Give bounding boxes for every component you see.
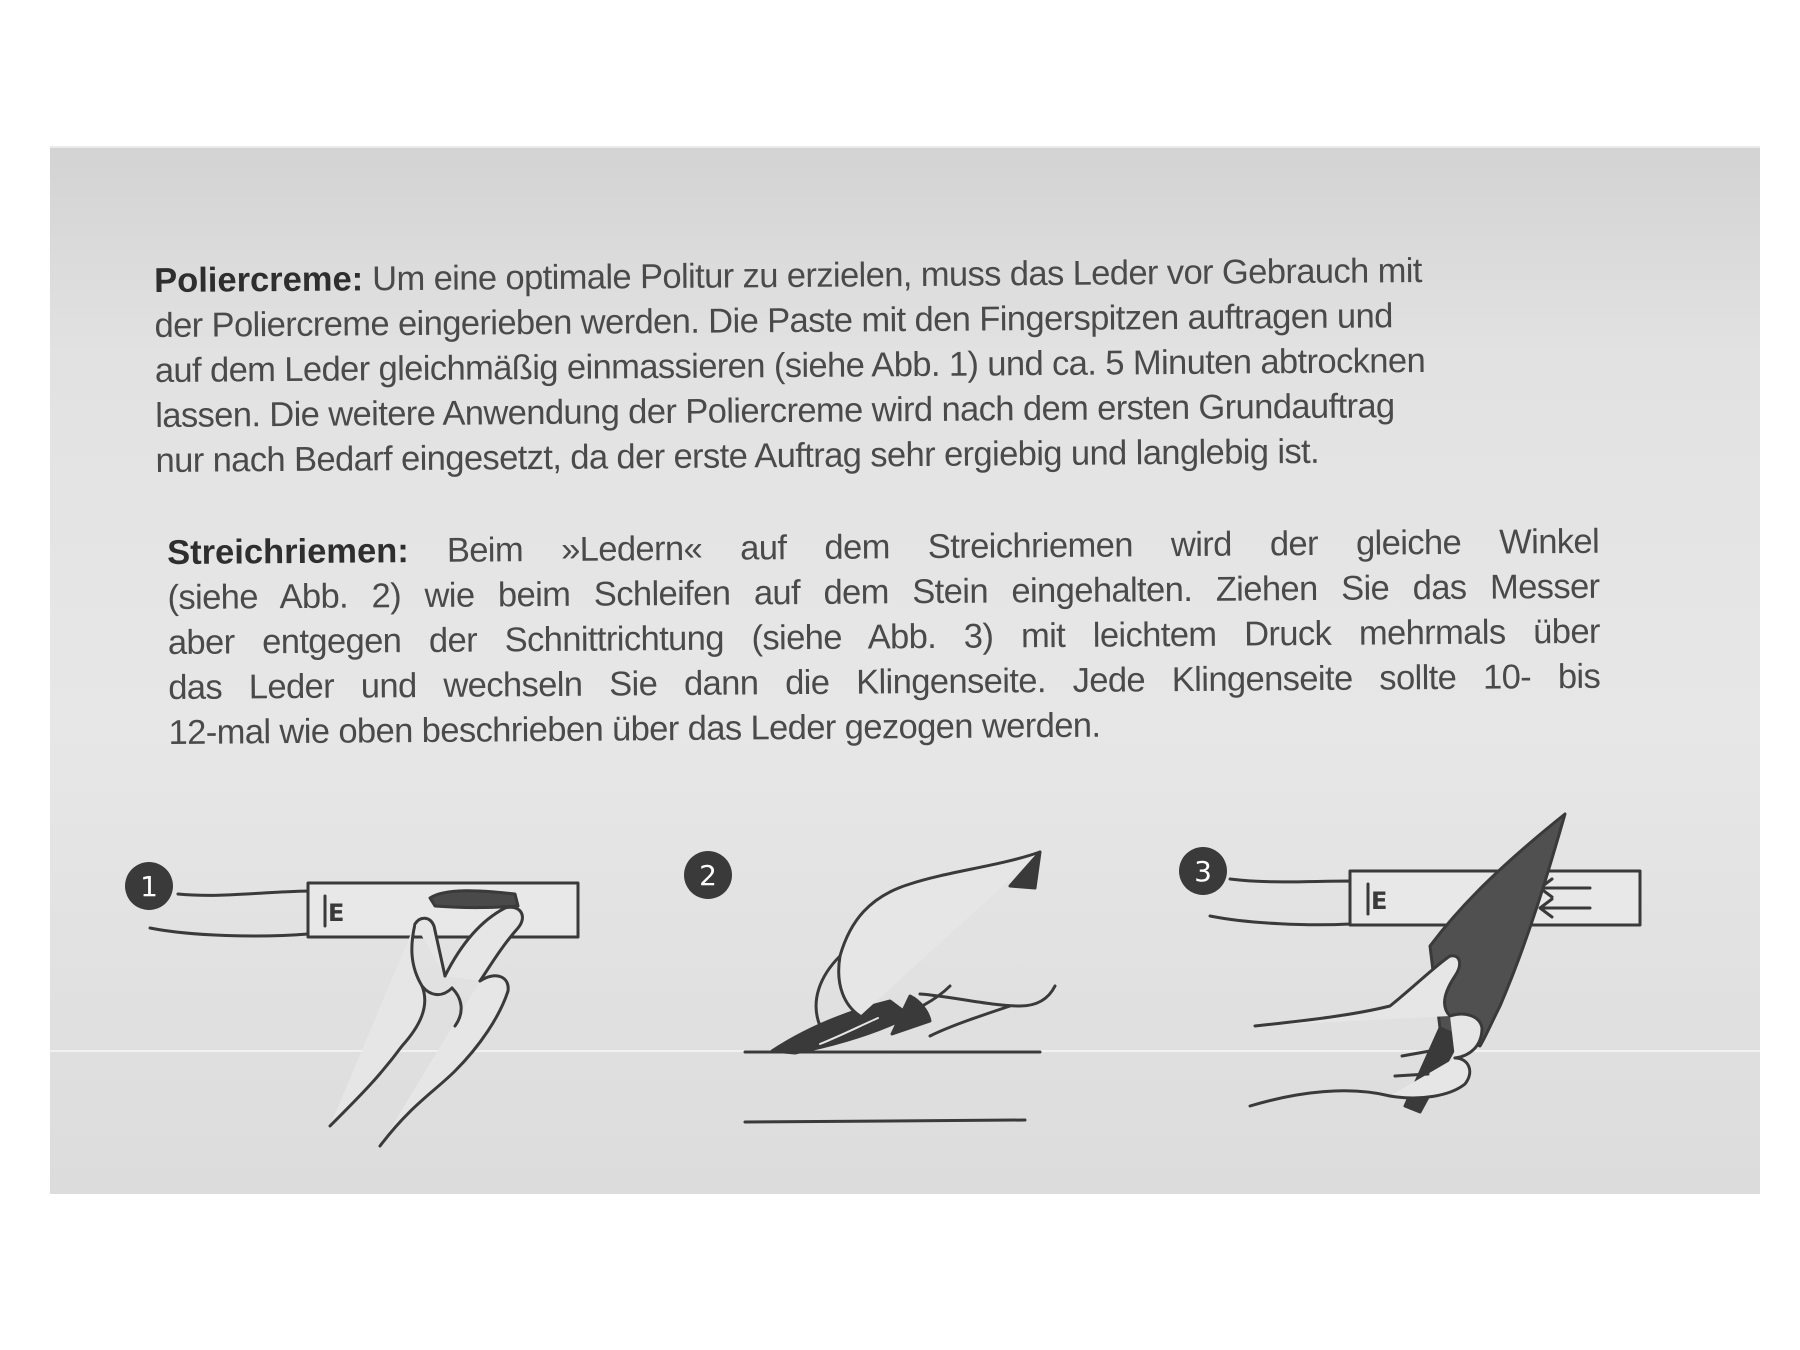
paragraph-line: (siehe Abb. 2) wie beim Schleifen auf dem Stein eingehalten. Ziehen Sie das Messer xyxy=(167,567,1600,617)
heading-poliercreme: Poliercreme: xyxy=(154,260,364,300)
strop-logo: E xyxy=(1371,887,1388,915)
hand-holding-knife-icon xyxy=(772,852,1055,1053)
strop-icon xyxy=(1210,871,1640,925)
paragraph-line: das Leder und wechseln Sie dann die Klingenseite. Jede Klingenseite sollte 10- bis xyxy=(168,657,1601,707)
paragraph-line: 12-mal wie oben beschrieben über das Leder gezogen werden. xyxy=(168,706,1101,752)
figure-3 xyxy=(1179,814,1640,1112)
paragraph-line: nur nach Bedarf eingesetzt, da der erste Auftrag sehr ergiebig und langlebig ist. xyxy=(155,432,1320,480)
instruction-sheet xyxy=(50,146,1760,1194)
illustrations xyxy=(50,146,1760,1194)
sharpening-stone-icon xyxy=(745,1052,1040,1122)
paragraph-line: lassen. Die weitere Anwendung der Poliercreme wird nach dem ersten Grundauftrag xyxy=(155,387,1395,435)
knife-icon xyxy=(1405,814,1565,1112)
figure-2 xyxy=(684,851,1055,1122)
figure-number: 1 xyxy=(140,870,158,903)
figure-number: 2 xyxy=(699,859,717,892)
figure-1-badge xyxy=(125,862,173,910)
strop-logo: E xyxy=(328,899,345,927)
paragraph-line: der Poliercreme eingerieben werden. Die Paste mit den Fingerspitzen auftragen und xyxy=(154,297,1393,345)
figure-3-badge xyxy=(1179,847,1227,895)
paragraph-line: auf dem Leder gleichmäßig einmassieren (siehe Abb. 1) und ca. 5 Minuten abtrocknen xyxy=(154,342,1426,390)
figure-number: 3 xyxy=(1194,855,1212,888)
paragraph-text: Um eine optimale Politur zu erzielen, muss das Leder vor Gebrauch mit xyxy=(372,252,1422,299)
paragraph-line: aber entgegen der Schnittrichtung (siehe Abb. 3) mit leichtem Druck mehrmals über xyxy=(167,612,1600,662)
figure-2-badge xyxy=(684,851,732,899)
figure-1 xyxy=(125,862,578,1146)
paragraph-text: Beim »Ledern« auf dem Streichriemen wird der gleiche Winkel xyxy=(446,522,1600,570)
heading-streichriemen: Streichriemen: xyxy=(167,532,409,572)
